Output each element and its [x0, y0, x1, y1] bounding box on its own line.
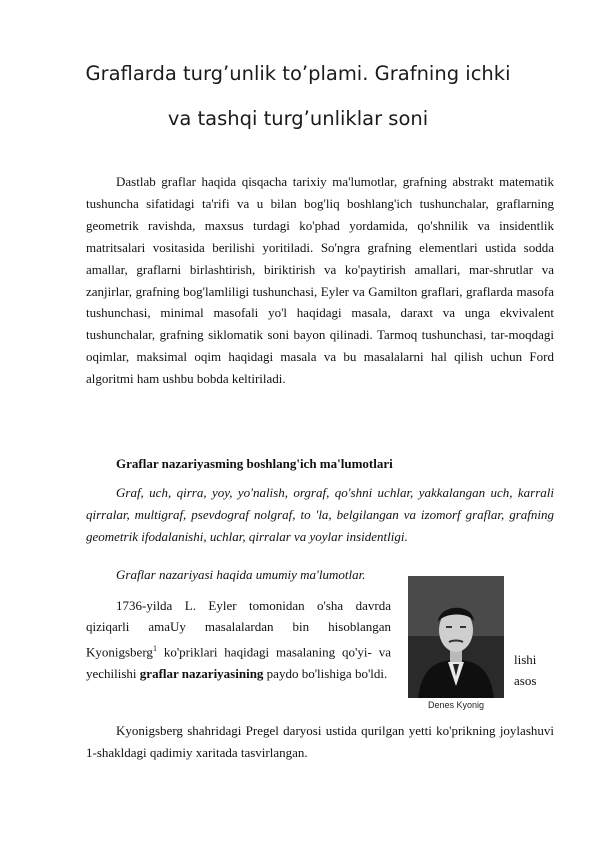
- history-paragraph: [86, 595, 391, 684]
- wrap-text-right-2: asos: [514, 673, 537, 688]
- subheading: Graflar nazariyasi haqida umumiy ma'lumotlar.: [116, 567, 366, 582]
- section-heading: Graflar nazariyasming boshlang'ich ma'lumotlari: [116, 456, 393, 471]
- intro-paragraph: Dastlab graflar haqida qisqacha tarixiy ma'lumotlar, grafning abstrakt matematik tushuncha sifatidagi ta'rifi va u bilan bog'liq boshlang'ich tushunchalar, graflarning geometrik ravishda, maxsus turdagi ko'phad yordamida, qo'shnilik va insidentlik matritsalari vositasida berilishi yoritiladi. So'ngra grafning elementlari ustida sodda amallar, graflarni birlashtirish, biriktirish va ko'paytirish amallari, mar-shrutlar va zanjirlar, grafning bog'lamliligi tushunchasi, Eyler va Gamilton graflari, graflarda masofa tushunchasi, minimal masofali yo'l haqidagi masala, daraxt va unga ekvivalent tushunchalar, grafning siklomatik soni bayon qilinadi. Tarmoq tushunchasi, tar-moqdagi oqimlar, maksimal oqim haqidagi masala va bu masalalarni hal qilish uchun Ford algoritmi ham ushbu bobda keltiriladi.: [86, 174, 554, 387]
- history-text-2: ko'priklari haqidagi masalaning qo'yi-: [156, 644, 372, 660]
- keywords-paragraph: Graf, uch, qirra, yoy, yo'nalish, orgraf, qo'shni uchlar, yakkalangan uch, karrali qirralar, multigraf, psevdograf nolgraf, to 'la, belgilangan va izomorf graflar, grafning geometrik ifodalanishi, uchlar, qirralar va yoylar insidentligi.: [86, 485, 554, 544]
- portrait-illustration: [408, 576, 504, 698]
- page-title-line-1: Graflarda turg’unlik to’plami. Grafning ichki: [85, 62, 511, 85]
- page-title-line-2: va tashqi turg’unliklar soni: [167, 107, 429, 130]
- portrait-photo: [408, 576, 504, 698]
- history-bold-term: graflar nazariyasining: [139, 665, 264, 681]
- history-text-1: 1736-yilda L. Eyler tomonidan o'sha davrda qiziqarli amaUy masalalardan bin hisoblangan Kyonigsberg: [86, 598, 391, 660]
- history-text-5: bo'ldi.: [354, 665, 388, 681]
- history-text-3: va yechilishi: [86, 644, 392, 681]
- wrap-text-right-1: lishi: [514, 652, 537, 667]
- footnote-marker: 1: [152, 643, 157, 653]
- history-text-4: paydo bo'lishiga: [263, 665, 352, 681]
- closing-paragraph: Kyonigsberg shahridagi Pregel daryosi ustida qurilgan yetti ko'prikning joylashuvi 1-shakldagi qadimiy xaritada tasvirlangan.: [86, 723, 554, 760]
- figure-caption: Denes Kyonig: [427, 700, 485, 710]
